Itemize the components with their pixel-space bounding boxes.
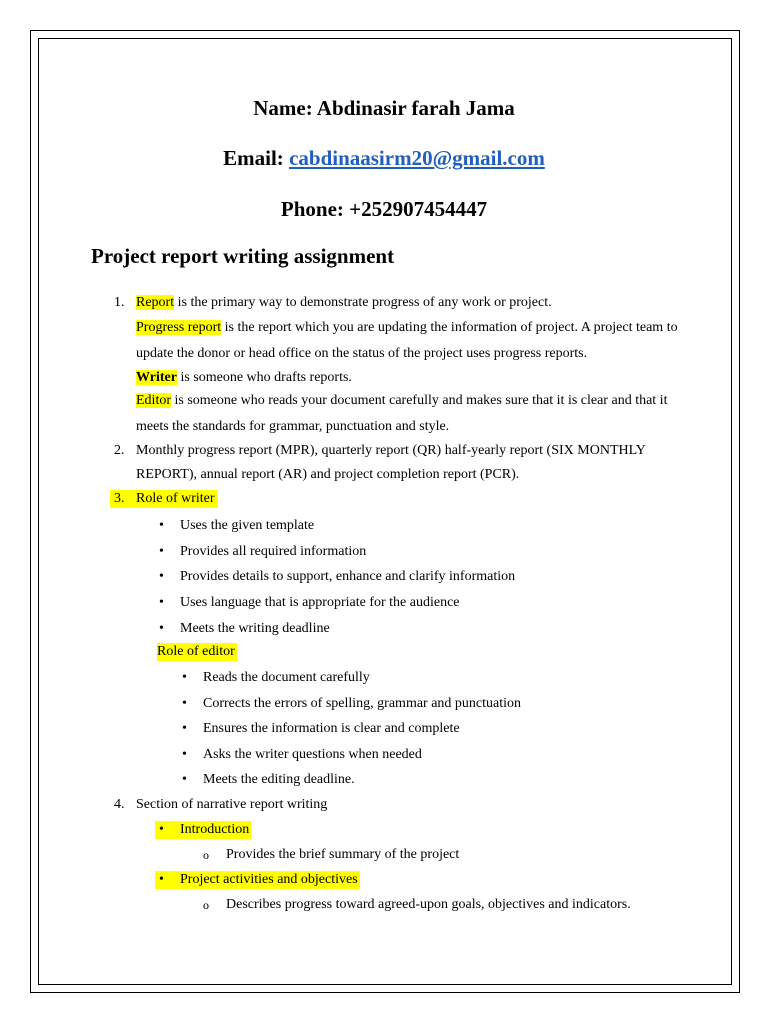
bullet-icon: • bbox=[159, 822, 164, 837]
term-report: Report bbox=[136, 295, 175, 310]
report-definition: Report is the primary way to demonstrate progress of any work or project. bbox=[136, 295, 552, 310]
email-link[interactable]: cabdinaasirm20@gmail.com bbox=[289, 146, 545, 170]
progress-report-definition: Progress report is the report which you are updating the information of project. A project team to bbox=[136, 320, 678, 335]
phone-line: Phone: +252907454447 bbox=[280, 197, 488, 221]
role-of-writer-heading: 3. Role of writer bbox=[110, 490, 218, 508]
bullet-icon: • bbox=[182, 747, 187, 762]
term-progress-report: Progress report bbox=[136, 320, 222, 335]
sub-bullet-icon: o bbox=[203, 898, 209, 912]
item-number-2: 2. bbox=[114, 443, 125, 458]
introduction-heading: • Introduction bbox=[155, 821, 251, 839]
sub-bullet-icon: o bbox=[203, 848, 209, 862]
term-writer: Writer bbox=[136, 370, 177, 385]
item-number-1: 1. bbox=[114, 295, 125, 310]
editor-bullet-2: Corrects the errors of spelling, grammar and punctuation bbox=[203, 696, 522, 711]
writer-bullet-2: Provides all required information bbox=[180, 544, 367, 559]
bullet-icon: • bbox=[159, 872, 164, 887]
writer-bullet-1: Uses the given template bbox=[180, 518, 315, 533]
item-number-4: 4. bbox=[114, 797, 125, 812]
bullet-icon: • bbox=[182, 670, 187, 685]
narrative-sections-heading: Section of narrative report writing bbox=[136, 797, 328, 812]
report-types-line-2: REPORT), annual report (AR) and project completion report (PCR). bbox=[136, 467, 520, 482]
bullet-icon: • bbox=[182, 721, 187, 736]
bullet-icon: • bbox=[159, 621, 164, 636]
writer-bullet-5: Meets the writing deadline bbox=[180, 621, 330, 636]
page-border-inner bbox=[38, 38, 732, 985]
bullet-icon: • bbox=[182, 696, 187, 711]
writer-definition: Writer is someone who drafts reports. bbox=[136, 370, 352, 385]
bullet-icon: • bbox=[159, 544, 164, 559]
bullet-icon: • bbox=[159, 569, 164, 584]
project-activities-heading: • Project activities and objectives bbox=[155, 871, 360, 889]
email-label: Email: bbox=[223, 146, 290, 170]
editor-bullet-3: Ensures the information is clear and complete bbox=[203, 721, 460, 736]
item-number-3: 3. bbox=[114, 491, 125, 506]
report-types-line-1: Monthly progress report (MPR), quarterly report (QR) half-yearly report (SIX MONTHLY bbox=[136, 443, 646, 458]
page-title: Project report writing assignment bbox=[91, 244, 395, 268]
progress-report-definition-cont: update the donor or head office on the status of the project uses progress reports. bbox=[136, 346, 588, 361]
email-line bbox=[0, 146, 768, 171]
bullet-icon: • bbox=[159, 518, 164, 533]
editor-bullet-4: Asks the writer questions when needed bbox=[203, 747, 422, 762]
editor-definition-cont: meets the standards for grammar, punctuation and style. bbox=[136, 419, 450, 434]
writer-bullet-3: Provides details to support, enhance and clarify information bbox=[180, 569, 516, 584]
project-activities-description: Describes progress toward agreed-upon goals, objectives and indicators. bbox=[226, 897, 631, 912]
term-editor: Editor bbox=[136, 393, 171, 408]
name-line: Name: Abdinasir farah Jama bbox=[253, 96, 515, 120]
bullet-icon: • bbox=[159, 595, 164, 610]
writer-bullet-4: Uses language that is appropriate for the audience bbox=[180, 595, 460, 610]
editor-definition: Editor is someone who reads your document carefully and makes sure that it is clear and that it bbox=[136, 393, 668, 408]
introduction-description: Provides the brief summary of the project bbox=[226, 847, 460, 862]
editor-bullet-1: Reads the document carefully bbox=[203, 670, 370, 685]
role-of-editor-heading: Role of editor bbox=[157, 644, 235, 659]
bullet-icon: • bbox=[182, 772, 187, 787]
editor-bullet-5: Meets the editing deadline. bbox=[203, 772, 355, 787]
